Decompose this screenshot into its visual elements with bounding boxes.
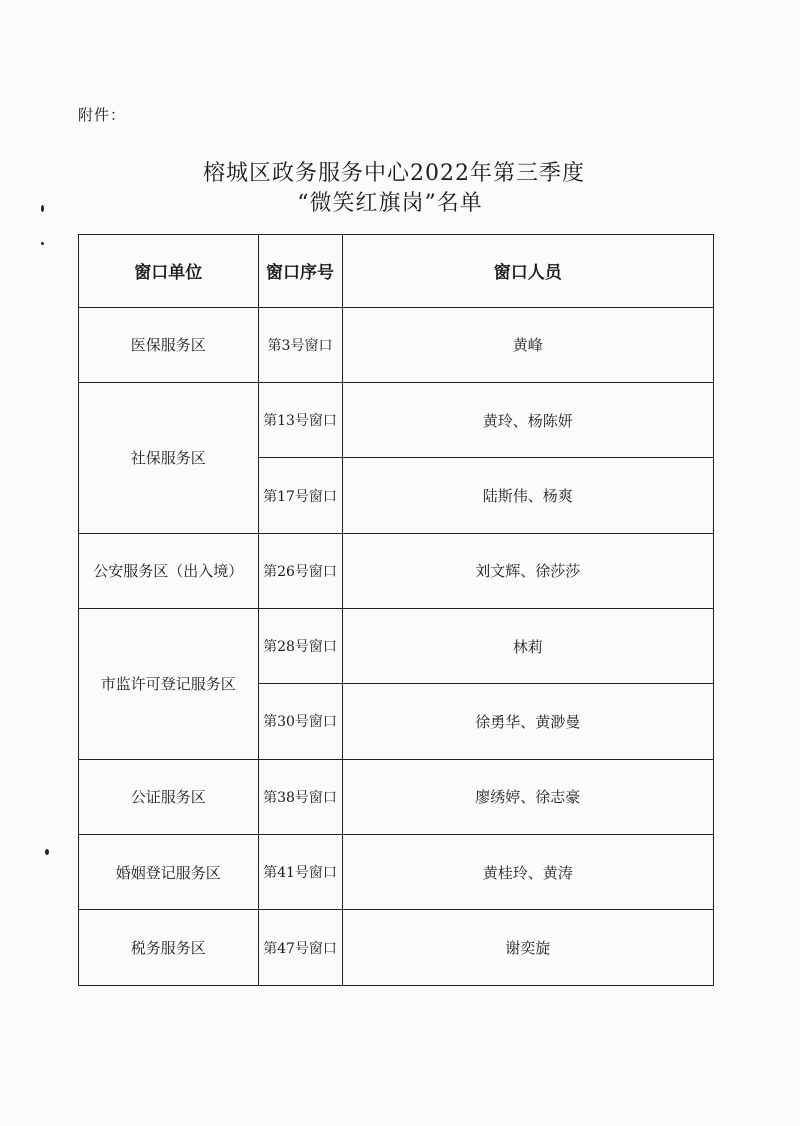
table-row [79, 759, 713, 834]
cell-staff: 黄玲、杨陈妍 [342, 383, 713, 458]
table-header-row [79, 235, 713, 307]
attachment-label: 附件： [78, 106, 127, 124]
cell-window: 第13号窗口 [258, 383, 342, 458]
cell-window: 第28号窗口 [258, 608, 342, 683]
cell-unit: 市监许可登记服务区 [79, 608, 258, 759]
cell-window: 第17号窗口 [258, 458, 342, 533]
cell-unit: 社保服务区 [79, 383, 258, 534]
document-subtitle: “微笑红旗岗”名单 [297, 191, 483, 216]
column-header-unit: 窗口单位 [79, 235, 258, 307]
table-row [79, 307, 713, 382]
cell-staff: 刘文辉、徐莎莎 [342, 533, 713, 608]
cell-window: 第26号窗口 [258, 533, 342, 608]
cell-window: 第47号窗口 [258, 910, 342, 985]
cell-staff: 谢奕旋 [342, 910, 713, 985]
cell-unit: 婚姻登记服务区 [79, 834, 258, 909]
cell-staff: 黄峰 [342, 307, 713, 382]
roster-table [78, 234, 714, 986]
cell-staff: 黄桂玲、黄涛 [342, 834, 713, 909]
cell-staff: 徐勇华、黄渺曼 [342, 684, 713, 759]
table-row [79, 910, 713, 985]
cell-window: 第3号窗口 [258, 307, 342, 382]
cell-unit: 税务服务区 [79, 910, 258, 985]
scan-speck [45, 849, 49, 855]
cell-staff: 陆斯伟、杨爽 [342, 458, 713, 533]
cell-staff: 廖绣婷、徐志豪 [342, 759, 713, 834]
table-row [79, 834, 713, 909]
cell-window: 第38号窗口 [258, 759, 342, 834]
cell-unit: 医保服务区 [79, 307, 258, 382]
cell-staff: 林莉 [342, 608, 713, 683]
cell-unit: 公安服务区（出入境） [79, 533, 258, 608]
cell-window: 第30号窗口 [258, 684, 342, 759]
cell-window: 第41号窗口 [258, 834, 342, 909]
cell-unit: 公证服务区 [79, 759, 258, 834]
scan-speck [41, 242, 44, 245]
table-row [79, 533, 713, 608]
scan-speck [41, 205, 44, 212]
table-row [79, 383, 713, 458]
column-header-window: 窗口序号 [258, 235, 342, 307]
column-header-staff: 窗口人员 [342, 235, 713, 307]
table-row [79, 608, 713, 683]
document-title: 榕城区政务服务中心2022年第三季度 [203, 161, 585, 186]
